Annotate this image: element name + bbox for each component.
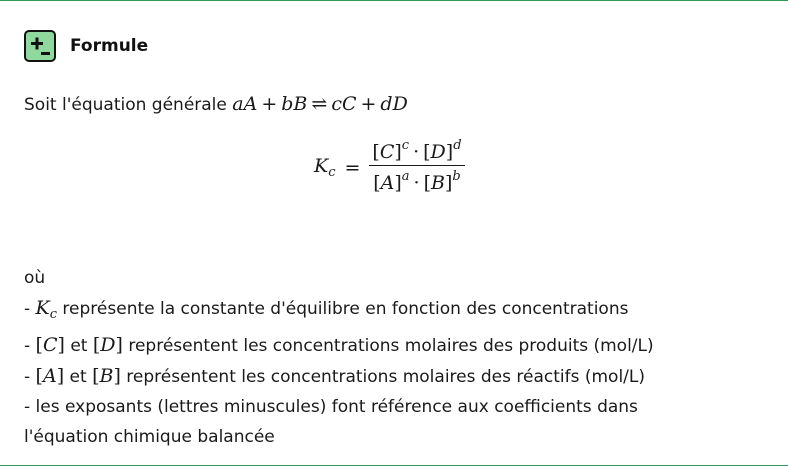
equilibrium-constant-formula: [314, 138, 465, 195]
formula-numerator: $[C]^c \cdot [D]^d$: [372, 138, 462, 163]
explanation-intro: où: [24, 268, 46, 288]
explanation-line-products: - [C] et [D] représentent les concentrations molaires des produits (mol/L): [24, 334, 654, 356]
explanation-block: [24, 263, 654, 452]
intro-text: Soit l'équation générale: [24, 95, 227, 115]
explanation-line-exponents-cont: l'équation chimique balancée: [24, 427, 275, 447]
formula-denominator: $[A]^a \cdot [B]^b$: [373, 169, 461, 195]
explanation-line-kc: - $K_c$ représente la constante d'équilibre en fonction des concentrations: [24, 297, 629, 322]
card-title: Formule: [70, 36, 149, 56]
plus-minus-icon: [24, 30, 56, 62]
equals-sign: =: [344, 156, 361, 179]
general-equation: aA + bB ⇌ cC + dD: [232, 93, 408, 115]
card-header: [24, 30, 148, 62]
explanation-line-exponents: - les exposants (lettres minuscules) font référence aux coefficients dans: [24, 397, 638, 417]
formula-lhs: $K_c$: [314, 155, 336, 181]
intro-line: [24, 93, 408, 115]
formula-fraction: [369, 138, 464, 195]
explanation-line-reactants: - [A] et [B] représentent les concentrations molaires des réactifs (mol/L): [24, 365, 646, 387]
